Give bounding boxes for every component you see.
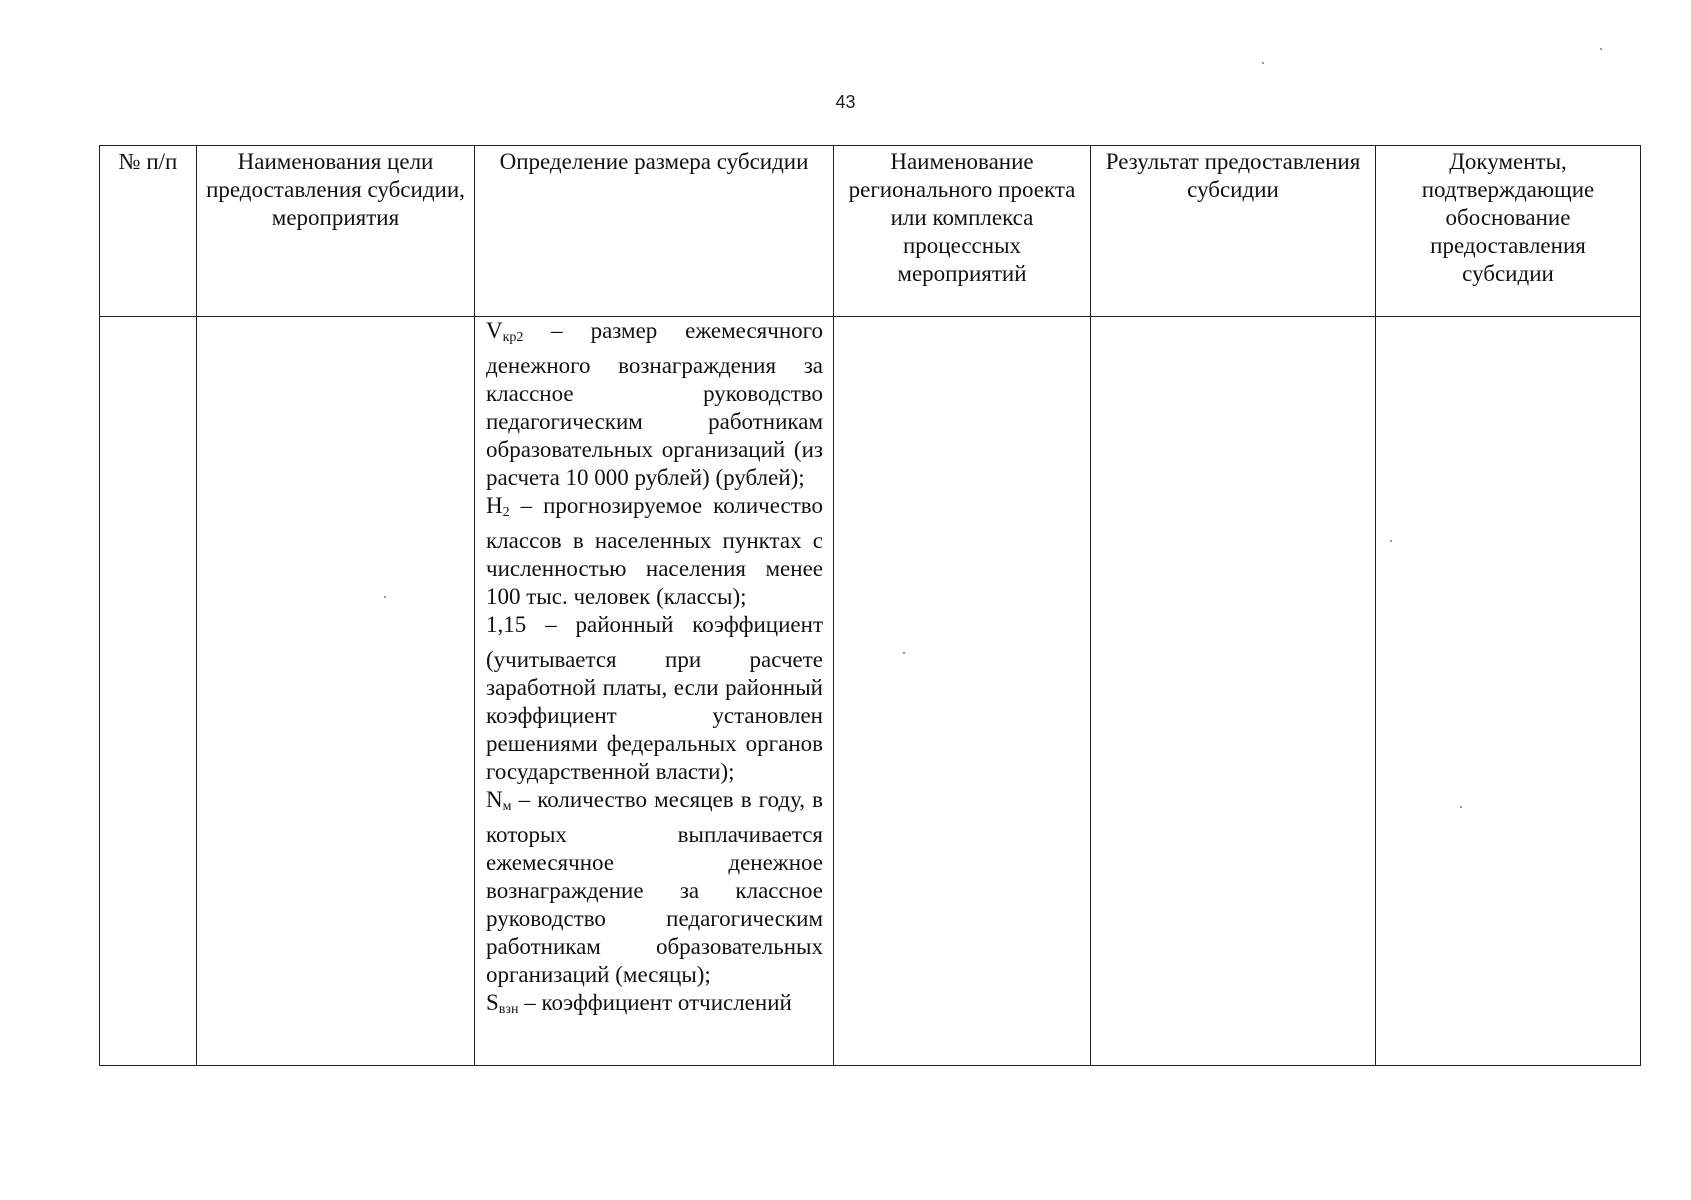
definition-district-coefficient <box>486 611 823 786</box>
subsidy-table <box>99 145 1641 1066</box>
definition-text: – коэффициент отчислений <box>518 990 792 1015</box>
definition-subscript: м <box>502 799 512 814</box>
definition-symbol: V <box>486 318 503 343</box>
scan-speck <box>1460 806 1462 808</box>
cell-regional-project <box>834 317 1091 1066</box>
cell-subsidy-definitions <box>475 317 834 1066</box>
scan-speck <box>903 652 905 654</box>
header-subsidy-size: Определение размера субсидии <box>475 146 834 317</box>
header-goal: Наименования цели предоставления субсидии, мероприятия <box>197 146 475 317</box>
table-row <box>100 317 1641 1066</box>
definition-symbol: Н <box>486 493 503 518</box>
cell-result <box>1091 317 1376 1066</box>
definition-n2 <box>486 492 823 611</box>
definition-subscript: кр2 <box>502 330 524 345</box>
definition-symbol: S <box>486 990 499 1015</box>
definition-nm <box>486 786 823 989</box>
definition-text: – прогнозируемое количество классов в населенных пунктах с численностью населения менее 100 тыс. человек (классы); <box>486 493 823 609</box>
scan-speck <box>1262 62 1264 64</box>
definition-symbol: N <box>486 787 503 812</box>
header-number: № п/п <box>100 146 197 317</box>
definition-text: 1,15 – районный коэффициент (учитывается при расчете заработной платы, если районный коэффициент установлен решениями федеральных органов государственной власти); <box>486 612 823 784</box>
definition-vkr2 <box>486 317 823 492</box>
definition-subscript: 2 <box>502 505 510 520</box>
header-documents: Документы, подтверждающие обоснование предоставления субсидии <box>1376 146 1641 317</box>
header-regional-project: Наименование регионального проекта или комплекса процессных мероприятий <box>834 146 1091 317</box>
table-header-row <box>100 146 1641 317</box>
cell-number <box>100 317 197 1066</box>
definition-subscript: взн <box>498 1002 519 1017</box>
header-result: Результат предоставления субсидии <box>1091 146 1376 317</box>
definition-text: – размер ежемесячного денежного вознаграждения за классное руководство педагогическим работникам образовательных организаций (из расчета 10 000 рублей) (рублей); <box>486 318 823 490</box>
definition-text: – количество месяцев в году, в которых выплачивается ежемесячное денежное вознаграждение за классное руководство педагогическим работникам образовательных организаций (месяцы); <box>486 787 823 987</box>
scan-speck <box>1390 540 1392 542</box>
scan-speck <box>384 596 386 598</box>
definition-svzn <box>486 989 823 1024</box>
cell-goal <box>197 317 475 1066</box>
cell-documents <box>1376 317 1641 1066</box>
scan-speck <box>1600 48 1602 50</box>
page-number: 43 <box>835 92 856 112</box>
